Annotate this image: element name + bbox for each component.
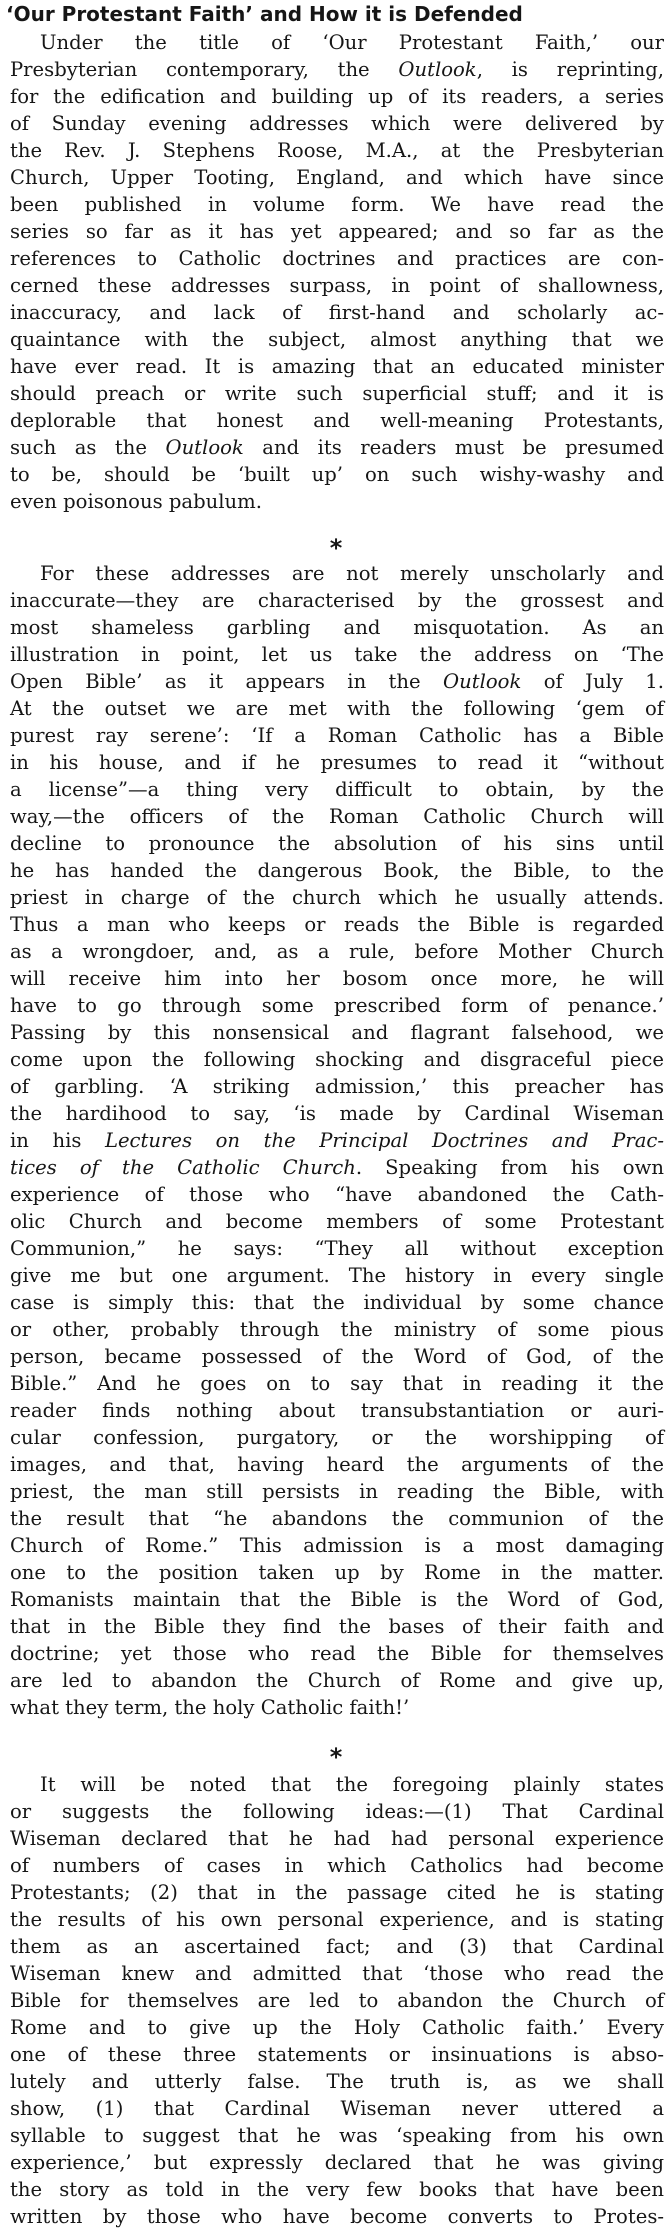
text-line: for the edification and building up of its readers, a series [10, 85, 664, 108]
text-line: them as an ascertained fact; and (3) that Cardinal [10, 1935, 664, 1958]
text-line: one to the position taken up by Rome in the matter. [10, 1561, 664, 1584]
text-line: tices of the Catholic Church. Speaking from his own [10, 1156, 664, 1179]
text-line: Romanists maintain that the Bible is the Word of God, [10, 1588, 664, 1611]
text-line: of numbers of cases in which Catholics had become [10, 1854, 664, 1877]
text-line: illustration in point, let us take the address on ‘The [10, 643, 664, 666]
text-line: It will be noted that the foregoing plainly states [40, 1773, 664, 1796]
text-line: of Sunday evening addresses which were delivered by [10, 112, 664, 135]
text-line: references to Catholic doctrines and practices are con- [10, 247, 664, 270]
text-line: Presbyterian contemporary, the Outlook, is reprinting, [10, 58, 664, 81]
text-line: images, and that, having heard the arguments of the [10, 1453, 664, 1476]
text-line: purest ray serene’: ‘If a Roman Catholic has a Bible [10, 724, 664, 747]
text-line: Under the title of ‘Our Protestant Faith,’ our [40, 31, 664, 54]
text-line: Bible for themselves are led to abandon the Church of [10, 1989, 664, 2012]
text-line: come upon the following shocking and disgraceful piece [10, 1048, 664, 1071]
text-line: in his Lectures on the Principal Doctrines and Prac- [10, 1129, 664, 1152]
text-line: olic Church and become members of some Protestant [10, 1210, 664, 1233]
text-line: Protestants; (2) that in the passage cited he is stating [10, 1881, 664, 1904]
text-line: case is simply this: that the individual by some chance [10, 1291, 664, 1314]
text-line: what they term, the holy Catholic faith!’ [10, 1696, 410, 1719]
text-line: the Rev. J. Stephens Roose, M.A., at the Presbyterian [10, 139, 664, 162]
text-line: deplorable that honest and well-meaning Protestants, [10, 409, 664, 432]
text-line: have to go through some prescribed form of penance.’ [10, 994, 664, 1017]
text-line: quaintance with the subject, almost anything that we [10, 328, 664, 351]
text-line: Communion,” he says: “They all without exception [10, 1237, 664, 1260]
text-line: as a wrongdoer, and, as a rule, before Mother Church [10, 940, 664, 963]
text-line: the story as told in the very few books that have been [10, 2178, 664, 2201]
text-line: or other, probably through the ministry of some pious [10, 1318, 664, 1341]
text-line: For these addresses are not merely unscholarly and [40, 562, 664, 585]
text-line: to be, should be ‘built up’ on such wishy-washy and [10, 463, 664, 486]
text-line: such as the Outlook and its readers must be presumed [10, 436, 664, 459]
text-line: in his house, and if he presumes to read it “without [10, 751, 664, 774]
text-line: inaccurate—they are characterised by the grossest and [10, 589, 664, 612]
text-line: one of these three statements or insinuations is abso- [10, 2043, 664, 2066]
text-line: Rome and to give up the Holy Catholic faith.’ Every [10, 2016, 664, 2039]
text-line: of garbling. ‘A striking admission,’ this preacher has [10, 1075, 664, 1098]
section-separator: * [329, 1743, 343, 1771]
text-line: Bible.” And he goes on to say that in reading it the [10, 1372, 664, 1395]
text-line: Passing by this nonsensical and flagrant falsehood, we [10, 1021, 664, 1044]
text-line: have ever read. It is amazing that an educated minister [10, 355, 664, 378]
text-line: should preach or write such superficial stuff; and it is [10, 382, 664, 405]
text-line: Open Bible’ as it appears in the Outlook of July 1. [10, 670, 664, 693]
text-line: Wiseman declared that he had had personal experience [10, 1827, 664, 1850]
section-separator: * [329, 534, 343, 562]
text-line: lutely and utterly false. The truth is, as we shall [10, 2070, 664, 2093]
text-line: the results of his own personal experience, and is stating [10, 1908, 664, 1931]
text-line: Church, Upper Tooting, England, and which have since [10, 166, 664, 189]
text-line: doctrine; yet those who read the Bible for themselves [10, 1642, 664, 1665]
text-line: experience,’ but expressly declared that he was giving [10, 2151, 664, 2174]
text-line: priest, the man still persists in reading the Bible, with [10, 1480, 664, 1503]
text-line: series so far as it has yet appeared; and so far as the [10, 220, 664, 243]
text-line: the result that “he abandons the communion of the [10, 1507, 664, 1530]
text-line: priest in charge of the church which he usually attends. [10, 886, 664, 909]
paragraph-3 [10, 1771, 664, 2230]
text-line: way,—the officers of the Roman Catholic Church will [10, 805, 664, 828]
text-line: cerned these addresses surpass, in point of shallowness, [10, 274, 664, 297]
text-line: most shameless garbling and misquotation. As an [10, 616, 664, 639]
text-line: Thus a man who keeps or reads the Bible is regarded [10, 913, 664, 936]
text-line: syllable to suggest that he was ‘speaking from his own [10, 2124, 664, 2147]
text-line: inaccuracy, and lack of first-hand and scholarly ac- [10, 301, 664, 324]
text-line: reader finds nothing about transubstantiation or auri- [10, 1399, 664, 1422]
text-line: are led to abandon the Church of Rome and give up, [10, 1669, 664, 1692]
text-line: Wiseman knew and admitted that ‘those who read the [10, 1962, 664, 1985]
paragraph-1 [10, 29, 664, 515]
text-line: he has handed the dangerous Book, the Bible, to the [10, 859, 664, 882]
text-line: decline to pronounce the absolution of his sins until [10, 832, 664, 855]
article-headline: ‘Our Protestant Faith’ and How it is Defended [6, 2, 523, 26]
text-line: give me but one argument. The history in every single [10, 1264, 664, 1287]
text-line: even poisonous pabulum. [10, 490, 262, 513]
text-line: Church of Rome.” This admission is a most damaging [10, 1534, 664, 1557]
text-line: will receive him into her bosom once more, he will [10, 967, 664, 990]
text-line: show, (1) that Cardinal Wiseman never uttered a [10, 2097, 664, 2120]
text-line: the hardihood to say, ‘is made by Cardinal Wiseman [10, 1102, 664, 1125]
paragraph-2 [10, 560, 664, 1721]
text-line: At the outset we are met with the following ‘gem of [10, 697, 664, 720]
text-line: written by those who have become converts to Protes- [10, 2205, 664, 2228]
text-line: a license”—a thing very difficult to obtain, by the [10, 778, 664, 801]
text-line: experience of those who “have abandoned the Cath- [10, 1183, 664, 1206]
text-line: cular confession, purgatory, or the worshipping of [10, 1426, 664, 1449]
text-line: that in the Bible they find the bases of their faith and [10, 1615, 664, 1638]
text-line: person, became possessed of the Word of God, of the [10, 1345, 664, 1368]
text-line: been published in volume form. We have read the [10, 193, 664, 216]
text-line: or suggests the following ideas:—(1) That Cardinal [10, 1800, 664, 1823]
